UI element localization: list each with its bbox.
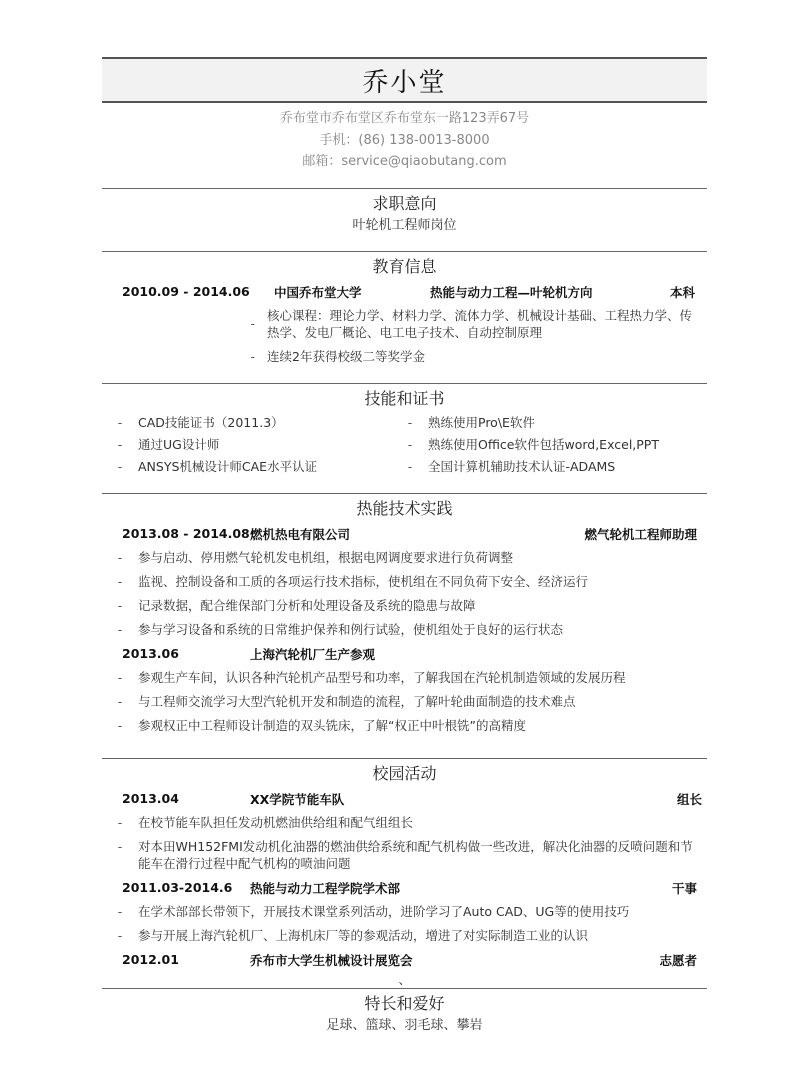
section-education bbox=[102, 251, 707, 369]
entry-org: XX学院节能车队 bbox=[250, 791, 345, 807]
entry-date: 2011.03-2014.6 bbox=[122, 880, 233, 895]
list-item bbox=[102, 690, 707, 714]
bullet-dash: - bbox=[407, 458, 413, 474]
entry-org: 热能与动力工程学院学术部 bbox=[250, 880, 401, 896]
entry-item-text: 对本田WH152FMI发动机化油器的燃油供给系统和配气机构做一些改进，解决化油器的反喷问题和节能车在滑行过程中配气机构的喷油问题 bbox=[138, 839, 693, 871]
bullet-dash: - bbox=[117, 414, 123, 430]
name-banner bbox=[102, 57, 707, 103]
list-item bbox=[102, 570, 707, 594]
skill-text: 全国计算机辅助技术认证-ADAMS bbox=[428, 458, 616, 474]
section-campus bbox=[102, 758, 707, 988]
education-degree: 本科 bbox=[669, 284, 695, 300]
entry-role: 干事 bbox=[671, 880, 697, 896]
bullet-dash: - bbox=[117, 928, 123, 943]
section-title: 热能技术实践 bbox=[356, 498, 453, 518]
list-item bbox=[102, 546, 707, 570]
education-item-text: 连续2年获得校级二等奖学金 bbox=[267, 349, 425, 364]
bullet-dash: - bbox=[117, 904, 123, 919]
skill-text: ANSYS机械设计师CAE水平认证 bbox=[138, 458, 318, 474]
entry-header-row bbox=[102, 522, 707, 546]
list-item bbox=[102, 434, 392, 456]
list-item bbox=[102, 714, 707, 738]
bullet-dash: - bbox=[407, 436, 413, 452]
list-item bbox=[102, 304, 707, 345]
skill-text: 熟练使用Office软件包括word,Excel,PPT bbox=[428, 436, 659, 452]
skills-grid bbox=[102, 412, 707, 478]
entry-date: 2012.01 bbox=[122, 952, 179, 967]
entry-org: 上海汽轮机厂生产参观 bbox=[250, 646, 376, 662]
education-item-text: 核心课程：理论力学、材料力学、流体力学、机械设计基础、工程热力学、传热学、发电厂概论、电工电子技术、自动控制原理 bbox=[267, 308, 693, 340]
entry-item-text: 监视、控制设备和工质的各项运行技术指标，使机组在不同负荷下安全、经济运行 bbox=[138, 574, 589, 589]
education-header-row bbox=[102, 280, 707, 304]
section-title: 特长和爱好 bbox=[364, 993, 445, 1013]
skills-left-column bbox=[102, 412, 392, 478]
list-item bbox=[392, 412, 659, 434]
skill-text: 熟练使用Pro\E软件 bbox=[428, 414, 535, 430]
entry-role: 组长 bbox=[676, 791, 702, 807]
entry-role: 燃气轮机工程师助理 bbox=[584, 526, 697, 542]
phone: 手机：(86) 138-0013-8000 bbox=[319, 132, 490, 148]
bullet-dash: - bbox=[250, 316, 255, 331]
list-item bbox=[102, 618, 707, 642]
bullet-dash: - bbox=[117, 550, 123, 565]
list-item bbox=[102, 924, 707, 948]
list-item bbox=[102, 835, 707, 876]
bullet-dash: - bbox=[117, 694, 123, 709]
section-objective bbox=[102, 188, 707, 235]
section-title: 教育信息 bbox=[372, 256, 437, 276]
entry-header-row bbox=[102, 876, 707, 900]
entry-role: 志愿者 bbox=[659, 952, 697, 968]
entry-item-text: 参与启动、停用燃气轮机发电机组，根据电网调度要求进行负荷调整 bbox=[138, 550, 514, 565]
education-date: 2010.09 - 2014.06 bbox=[122, 284, 250, 299]
skill-text: 通过UG设计师 bbox=[138, 436, 220, 452]
entry-date: 2013.04 bbox=[122, 791, 179, 806]
section-hobbies bbox=[102, 988, 707, 1035]
entry-item-text: 参观生产车间，认识各种汽轮机产品型号和功率，了解我国在汽轮机制造领域的发展历程 bbox=[138, 670, 626, 685]
bullet-dash: - bbox=[117, 598, 123, 613]
list-item bbox=[102, 345, 707, 369]
entry-item-text: 参与学习设备和系统的日常维护保养和例行试验，使机组处于良好的运行状态 bbox=[138, 622, 564, 637]
entry-item-text: 参观权正中工程师设计制造的双头铣床，了解“权正中叶根铣”的高精度 bbox=[138, 718, 526, 733]
list-item bbox=[102, 900, 707, 924]
entry-org: 燃机热电有限公司 bbox=[250, 526, 351, 542]
list-item bbox=[102, 456, 392, 478]
bullet-dash: - bbox=[117, 574, 123, 589]
bullet-dash: - bbox=[117, 436, 123, 452]
list-item bbox=[392, 456, 659, 478]
contact-block bbox=[102, 108, 707, 173]
bullet-dash: - bbox=[117, 458, 123, 474]
bullet-dash: - bbox=[117, 839, 123, 854]
address: 乔布堂市乔布堂区乔布堂东一路123弄67号 bbox=[279, 111, 530, 126]
list-item bbox=[102, 811, 707, 835]
stray-mark: 、 bbox=[398, 972, 411, 987]
bullet-dash: - bbox=[117, 670, 123, 685]
entry-header-row bbox=[102, 642, 707, 666]
email: 邮箱：service@qiaobutang.com bbox=[302, 154, 507, 169]
bullet-dash: - bbox=[250, 349, 255, 364]
education-major: 热能与动力工程—叶轮机方向 bbox=[429, 284, 593, 300]
section-practice bbox=[102, 493, 707, 738]
section-title: 技能和证书 bbox=[364, 388, 445, 408]
entry-date: 2013.06 bbox=[122, 646, 179, 661]
candidate-name: 乔小堂 bbox=[362, 67, 447, 98]
bullet-dash: - bbox=[117, 815, 123, 830]
entry-header-row bbox=[102, 948, 707, 972]
list-item bbox=[102, 412, 392, 434]
section-title: 校园活动 bbox=[372, 763, 437, 783]
list-item bbox=[102, 594, 707, 618]
list-item bbox=[392, 434, 659, 456]
resume-page bbox=[102, 57, 707, 1035]
section-skills bbox=[102, 383, 707, 478]
entry-item-text: 在学术部部长带领下，开展技术课堂系列活动，进阶学习了Auto CAD、UG等的使用技巧 bbox=[138, 904, 630, 919]
entry-item-text: 在校节能车队担任发动机燃油供给组和配气组组长 bbox=[138, 815, 414, 830]
education-school: 中国乔布堂大学 bbox=[274, 284, 362, 300]
bullet-dash: - bbox=[117, 622, 123, 637]
list-item bbox=[102, 666, 707, 690]
objective-text: 叶轮机工程师岗位 bbox=[352, 217, 457, 233]
entry-org: 乔布市大学生机械设计展览会 bbox=[250, 952, 413, 968]
bullet-dash: - bbox=[117, 718, 123, 733]
skills-right-column bbox=[392, 412, 659, 478]
entry-date: 2013.08 - 2014.08 bbox=[122, 526, 250, 541]
skill-text: CAD技能证书（2011.3） bbox=[138, 414, 284, 430]
section-title: 求职意向 bbox=[372, 193, 437, 213]
entry-item-text: 记录数据，配合维保部门分析和处理设备及系统的隐患与故障 bbox=[138, 598, 476, 613]
entry-item-text: 参与开展上海汽轮机厂、上海机床厂等的参观活动，增进了对实际制造工业的认识 bbox=[138, 928, 589, 943]
entry-header-row bbox=[102, 787, 707, 811]
hobbies-text: 足球、篮球、羽毛球、攀岩 bbox=[326, 1017, 483, 1033]
bullet-dash: - bbox=[407, 414, 413, 430]
entry-item-text: 与工程师交流学习大型汽轮机开发和制造的流程，了解叶轮曲面制造的技术难点 bbox=[138, 694, 576, 709]
